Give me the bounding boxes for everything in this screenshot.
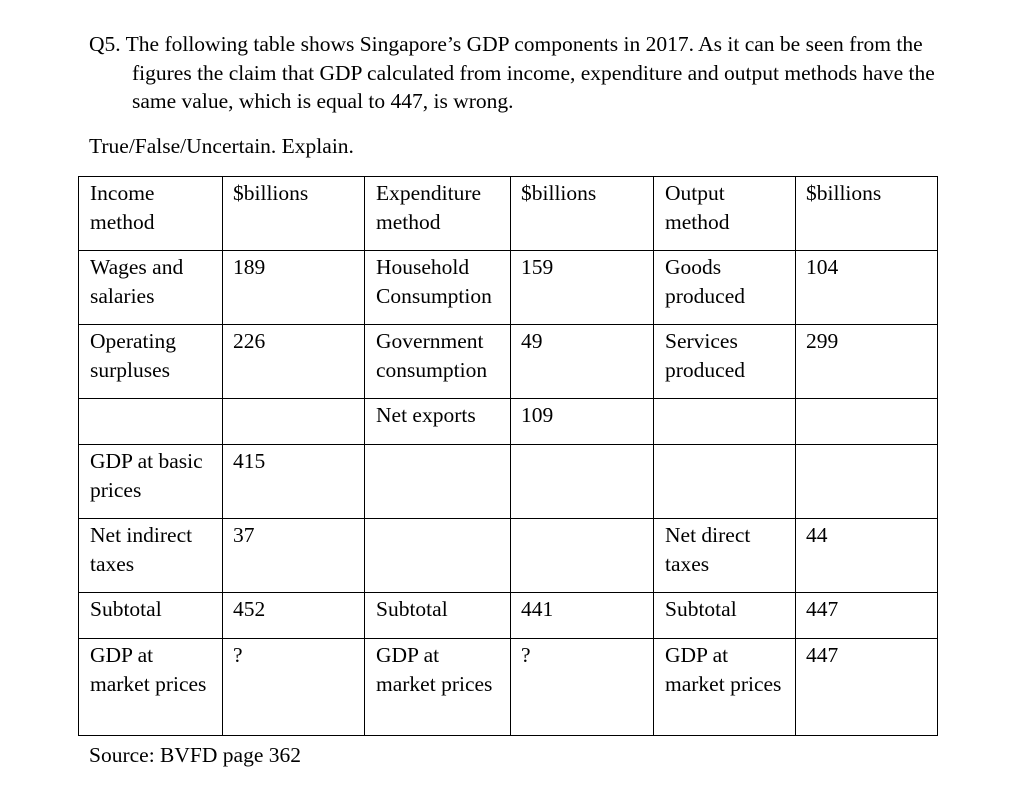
answer-prompt: True/False/Uncertain. Explain. [89,134,354,158]
table-cell [223,399,365,445]
table-cell: 104 [796,251,938,325]
table-cell [654,445,796,519]
table-row [79,639,938,736]
table-cell: Net indirect taxes [79,519,223,593]
table-cell: Wages and salaries [79,251,223,325]
question-text: Q5. The following table shows Singapore’s GDP components in 2017. As it can be seen from the figures the claim that GDP calculated from income, expenditure and output methods have the same value, which is equal to 447, is wrong. [89,32,935,114]
header-cell: $billions [223,177,365,251]
table-cell: 226 [223,325,365,399]
table-cell: Subtotal [365,593,511,639]
table-cell [365,519,511,593]
table-cell: 447 [796,639,938,736]
table-cell: 447 [796,593,938,639]
table-cell: 299 [796,325,938,399]
table-cell: GDP at market prices [365,639,511,736]
table-cell: Net exports [365,399,511,445]
table-cell: Household Consumption [365,251,511,325]
table-cell: Net direct taxes [654,519,796,593]
header-cell: Income method [79,177,223,251]
table-cell [365,445,511,519]
table-cell [79,399,223,445]
table-row [79,251,938,325]
table-row [79,445,938,519]
header-cell: Expenditure method [365,177,511,251]
table-cell: 441 [511,593,654,639]
table-cell [511,445,654,519]
table-row [79,593,938,639]
table-cell: 415 [223,445,365,519]
header-cell: $billions [796,177,938,251]
table-cell: 37 [223,519,365,593]
table-cell [654,399,796,445]
table-cell: 452 [223,593,365,639]
table-cell: GDP at market prices [79,639,223,736]
table-row [79,325,938,399]
table-cell [796,399,938,445]
table-cell: 159 [511,251,654,325]
table-cell: ? [223,639,365,736]
table-cell: ? [511,639,654,736]
table-cell: Subtotal [654,593,796,639]
table-cell [511,519,654,593]
table-cell: Subtotal [79,593,223,639]
table-header-row [79,177,938,251]
table-cell [796,445,938,519]
table-cell: GDP at basic prices [79,445,223,519]
table-cell: 44 [796,519,938,593]
table-cell: Operating surpluses [79,325,223,399]
table-cell: Government consumption [365,325,511,399]
source-note: Source: BVFD page 362 [89,743,301,767]
table-cell: Goods produced [654,251,796,325]
table-cell: 109 [511,399,654,445]
gdp-components-table [78,176,938,736]
table-row [79,519,938,593]
table-cell: GDP at market prices [654,639,796,736]
table-cell: 49 [511,325,654,399]
table-row [79,399,938,445]
table-cell: Services produced [654,325,796,399]
table-cell: 189 [223,251,365,325]
header-cell: Output method [654,177,796,251]
header-cell: $billions [511,177,654,251]
